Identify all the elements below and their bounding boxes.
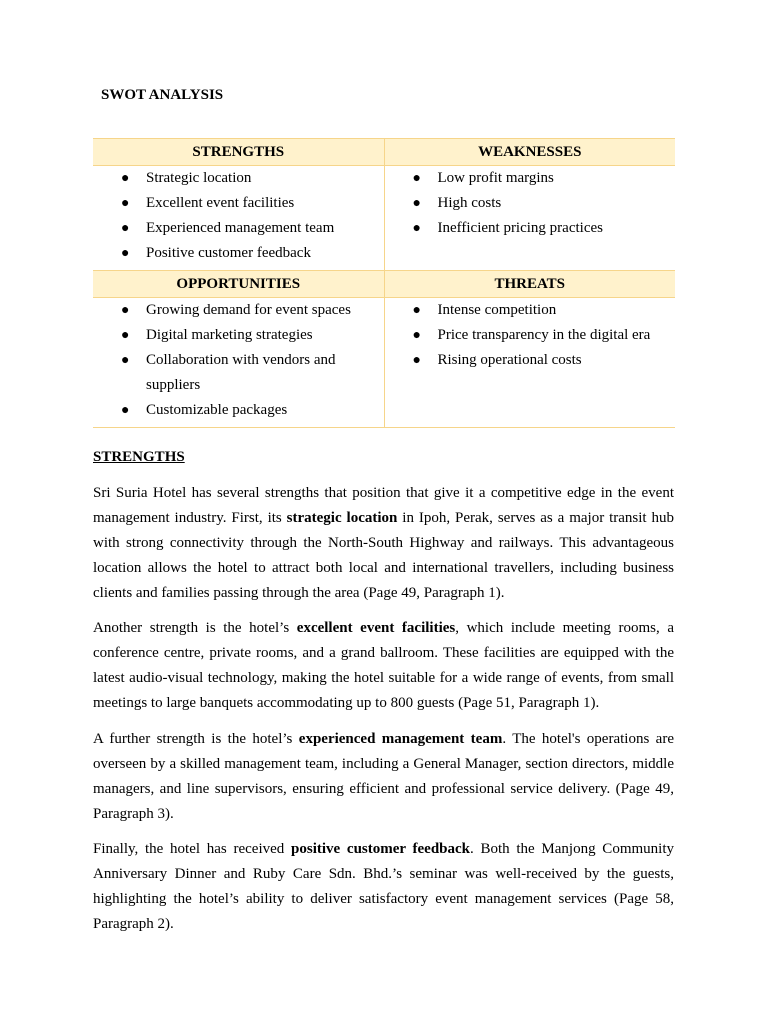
bullet-icon: ● xyxy=(412,353,421,368)
list-item-text: Digital marketing strategies xyxy=(146,327,313,343)
list-item-text: Experienced management team xyxy=(146,220,335,236)
swot-header-row xyxy=(93,271,675,298)
strengths-list xyxy=(93,166,384,270)
list-item xyxy=(385,166,676,191)
list-item xyxy=(93,241,384,266)
list-item xyxy=(93,348,384,398)
paragraph-text: . Both the Manjong Community Anniversary Dinner and Ruby Care Sdn. Bhd.’s seminar was well-received by the guests, highlighting the hotel’s ability to deliver satisfactory event management services (Page 58, Paragraph 2). xyxy=(93,841,674,932)
paragraph-text: Sri Suria Hotel has several strengths that position that give it a competitive edge in the event management industry. First, its xyxy=(93,485,674,526)
bullet-icon: ● xyxy=(121,303,130,318)
strengths-paragraph xyxy=(93,481,674,606)
paragraph-text: A further strength is the hotel’s xyxy=(93,731,299,747)
strengths-paragraph xyxy=(93,727,674,827)
bullet-icon: ● xyxy=(412,171,421,186)
weaknesses-cell xyxy=(384,166,675,271)
list-item-text: Excellent event facilities xyxy=(146,195,295,211)
list-item xyxy=(385,191,676,216)
bullet-icon: ● xyxy=(412,303,421,318)
threats-list xyxy=(385,298,676,377)
list-item-text: High costs xyxy=(437,195,502,211)
bullet-icon: ● xyxy=(121,171,130,186)
opportunities-list xyxy=(93,298,384,427)
list-item-text: Rising operational costs xyxy=(437,352,582,368)
swot-header-row xyxy=(93,139,675,166)
list-item-text: Strategic location xyxy=(146,170,252,186)
bullet-icon: ● xyxy=(121,353,130,368)
threats-header: THREATS xyxy=(384,271,675,298)
paragraph-text: , which include meeting rooms, a conference centre, private rooms, and a grand ballroom. These facilities are equipped with the latest audio-visual technology, making the hotel suitable for a wide range of events, from small meetings to large banquets accommodating up to 800 guests (Page 51, Paragraph 1). xyxy=(93,620,674,711)
list-item-text: Inefficient pricing practices xyxy=(437,220,603,236)
list-item-text: Price transparency in the digital era xyxy=(437,327,651,343)
bullet-icon: ● xyxy=(412,328,421,343)
paragraph-bold-term: experienced management team xyxy=(298,731,503,747)
list-item-text: Low profit margins xyxy=(437,170,554,186)
list-item-text: Positive customer feedback xyxy=(146,245,311,261)
paragraph-text: Finally, the hotel has received xyxy=(93,841,292,857)
strengths-paragraph xyxy=(93,837,674,937)
strengths-cell xyxy=(93,166,384,271)
list-item xyxy=(385,323,676,348)
paragraph-text: in Ipoh, Perak, serves as a major transit hub with strong connectivity through the North-South Highway and railways. This advantageous location allows the hotel to attract both local and international travellers, including business clients and families passing through the area (Page 49, Paragraph 1). xyxy=(93,510,674,601)
threats-cell xyxy=(384,298,675,428)
bullet-icon: ● xyxy=(121,221,130,236)
list-item xyxy=(385,216,676,241)
document-title: SWOT ANALYSIS xyxy=(101,87,224,103)
weaknesses-header: WEAKNESSES xyxy=(384,139,675,166)
bullet-icon: ● xyxy=(121,196,130,211)
swot-table xyxy=(93,138,675,428)
list-item xyxy=(93,166,384,191)
list-item xyxy=(93,191,384,216)
list-item-text: Growing demand for event spaces xyxy=(146,302,351,318)
paragraph-bold-term: excellent event facilities xyxy=(296,620,456,636)
weaknesses-list xyxy=(385,166,676,245)
list-item xyxy=(385,298,676,323)
paragraph-bold-term: strategic location xyxy=(286,510,398,526)
bullet-icon: ● xyxy=(121,328,130,343)
list-item xyxy=(93,398,384,423)
list-item xyxy=(385,348,676,373)
swot-content-row xyxy=(93,298,675,428)
list-item-text: Customizable packages xyxy=(146,402,288,418)
strengths-header: STRENGTHS xyxy=(93,139,384,166)
paragraph-bold-term: positive customer feedback xyxy=(291,841,470,857)
paragraph-text: . The hotel's operations are overseen by a skilled management team, including a General Manager, section directors, middle managers, and line supervisors, ensuring efficient and professional service delivery. (Page 49, Paragraph 3). xyxy=(93,731,674,822)
list-item-text: Collaboration with vendors and suppliers xyxy=(146,352,336,393)
paragraph-text: Another strength is the hotel’s xyxy=(93,620,297,636)
strengths-paragraph xyxy=(93,616,674,716)
strengths-section-heading: STRENGTHS xyxy=(93,449,185,465)
list-item xyxy=(93,298,384,323)
bullet-icon: ● xyxy=(121,246,130,261)
bullet-icon: ● xyxy=(412,196,421,211)
opportunities-cell xyxy=(93,298,384,428)
bullet-icon: ● xyxy=(121,403,130,418)
opportunities-header: OPPORTUNITIES xyxy=(93,271,384,298)
swot-content-row xyxy=(93,166,675,271)
list-item xyxy=(93,216,384,241)
bullet-icon: ● xyxy=(412,221,421,236)
list-item xyxy=(93,323,384,348)
list-item-text: Intense competition xyxy=(437,302,557,318)
